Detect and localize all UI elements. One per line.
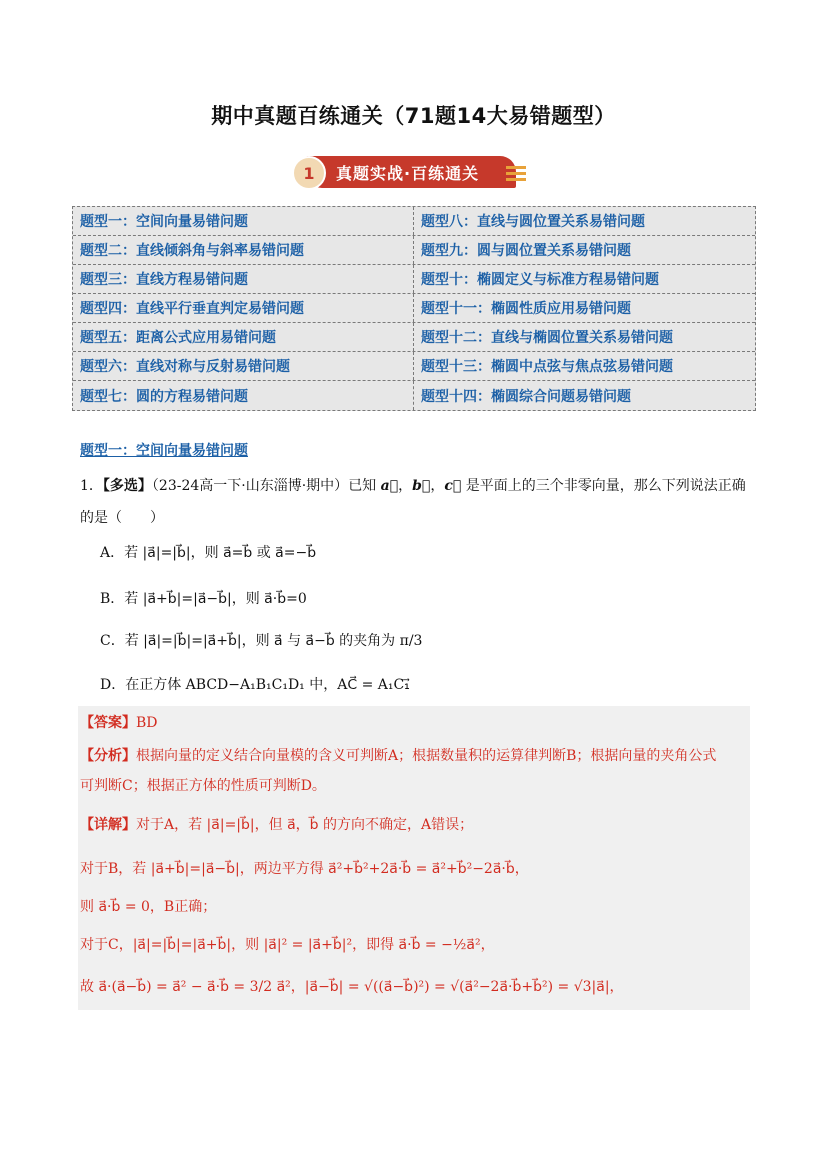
toc-link-13[interactable]: 题型十三：椭圆中点弦与焦点弦易错问题 bbox=[421, 359, 673, 375]
toc-row bbox=[73, 323, 755, 352]
toc-link-1[interactable]: 题型一：空间向量易错问题 bbox=[73, 207, 414, 235]
toc-link-2[interactable]: 题型二：直线倾斜角与斜率易错问题 bbox=[73, 236, 414, 264]
banner-stripes-icon bbox=[506, 166, 526, 184]
toc-link-6[interactable]: 题型六：直线对称与反射易错问题 bbox=[73, 352, 414, 380]
toc-link-4[interactable]: 题型四：直线平行垂直判定易错问题 bbox=[73, 294, 414, 322]
toc-link-14[interactable]: 题型十四：椭圆综合问题易错问题 bbox=[421, 388, 631, 405]
option-c[interactable]: C．若 |a⃗|=|b⃗|=|a⃗+b⃗|，则 a⃗ 与 a⃗−b⃗ 的夹角为 π/3 bbox=[100, 633, 423, 649]
toc-link-9[interactable]: 题型九：圆与圆位置关系易错问题 bbox=[421, 243, 631, 259]
banner-label: 真题实战·百练通关 bbox=[336, 164, 480, 183]
option-d[interactable]: D．在正方体 ABCD−A₁B₁C₁D₁ 中，AC⃗ = A₁C₁⃗ bbox=[100, 677, 410, 693]
detail-line-5: 故 a⃗·(a⃗−b⃗) = a⃗² − a⃗·b⃗ = 3/2 a⃗²，|a⃗−b⃗| = √((a⃗−b⃗)²) = √(a⃗²−2a⃗·b⃗+b⃗²) = √3|a⃗|， bbox=[80, 979, 624, 995]
section-heading[interactable]: 题型一：空间向量易错问题 bbox=[80, 443, 248, 459]
question-stem-a: 已知 bbox=[348, 478, 377, 494]
question-stem-end: 的是（ ） bbox=[80, 510, 164, 526]
toc-table bbox=[72, 206, 756, 411]
toc-row bbox=[73, 236, 755, 265]
detail-line-4: 对于C，|a⃗|=|b⃗|=|a⃗+b⃗|，则 |a⃗|² = |a⃗+b⃗|²，即得 a⃗·b⃗ = −½a⃗²， bbox=[80, 937, 495, 953]
question-tag: 【多选】 bbox=[102, 478, 152, 494]
answer-line bbox=[80, 712, 158, 734]
detail-line-2: 对于B，若 |a⃗+b⃗|=|a⃗−b⃗|，两边平方得 a⃗²+b⃗²+2a⃗·b⃗ = a⃗²+b⃗²−2a⃗·b⃗， bbox=[80, 861, 529, 877]
toc-link-8[interactable]: 题型八：直线与圆位置关系易错问题 bbox=[421, 214, 645, 230]
analysis-line-1 bbox=[80, 745, 716, 767]
analysis-line-2: 可判断C；根据正方体的性质可判断D。 bbox=[80, 778, 326, 794]
toc-row bbox=[73, 381, 755, 410]
banner-number: 1 bbox=[292, 156, 326, 190]
vector-b: b⃗ bbox=[412, 478, 431, 494]
toc-link-3[interactable]: 题型三：直线方程易错问题 bbox=[73, 265, 414, 293]
answer-value: BD bbox=[136, 715, 158, 731]
toc-link-10[interactable]: 题型十：椭圆定义与标准方程易错问题 bbox=[421, 272, 659, 288]
analysis-tag: 【分析】 bbox=[80, 748, 136, 764]
detail-line-3: 则 a⃗·b⃗ = 0，B正确； bbox=[80, 899, 217, 915]
vector-c: c⃗ bbox=[444, 478, 462, 494]
option-a[interactable]: A．若 |a⃗|=|b⃗|，则 a⃗=b⃗ 或 a⃗=−b⃗ bbox=[100, 545, 317, 561]
detail-line-1 bbox=[80, 814, 473, 836]
analysis-text-1: 根据向量的定义结合向量模的含义可判断A；根据数量积的运算律判断B；根据向量的夹角公式 bbox=[136, 748, 717, 764]
toc-link-7[interactable]: 题型七：圆的方程易错问题 bbox=[73, 381, 414, 410]
question-stem: 1．【多选】（23-24高一下·山东淄博·期中）已知 a⃗，b⃗，c⃗ 是平面上的三个非零向量，那么下列说法正确 bbox=[80, 478, 746, 494]
detail-tag: 【详解】 bbox=[80, 817, 136, 833]
toc-link-11[interactable]: 题型十一：椭圆性质应用易错问题 bbox=[421, 301, 631, 317]
toc-row bbox=[73, 352, 755, 381]
toc-row bbox=[73, 265, 755, 294]
toc-row bbox=[73, 294, 755, 323]
question-number: 1． bbox=[80, 478, 103, 494]
toc-row bbox=[73, 207, 755, 236]
question-source: （23-24高一下·山东淄博·期中） bbox=[151, 478, 349, 494]
vector-a: a⃗ bbox=[380, 478, 399, 494]
toc-link-12[interactable]: 题型十二：直线与椭圆位置关系易错问题 bbox=[421, 330, 673, 346]
section-banner bbox=[292, 152, 532, 194]
toc-link-5[interactable]: 题型五：距离公式应用易错问题 bbox=[73, 323, 414, 351]
answer-tag: 【答案】 bbox=[80, 715, 136, 731]
detail-text-1: 对于A，若 |a⃗|=|b⃗|，但 a⃗，b⃗ 的方向不确定，A错误； bbox=[136, 817, 474, 833]
option-b[interactable]: B．若 |a⃗+b⃗|=|a⃗−b⃗|，则 a⃗·b⃗=0 bbox=[100, 591, 307, 607]
question-stem-b: 是平面上的三个非零向量，那么下列说法正确 bbox=[465, 478, 746, 494]
document-title: 期中真题百练通关（71题14大易错题型） bbox=[211, 104, 616, 128]
